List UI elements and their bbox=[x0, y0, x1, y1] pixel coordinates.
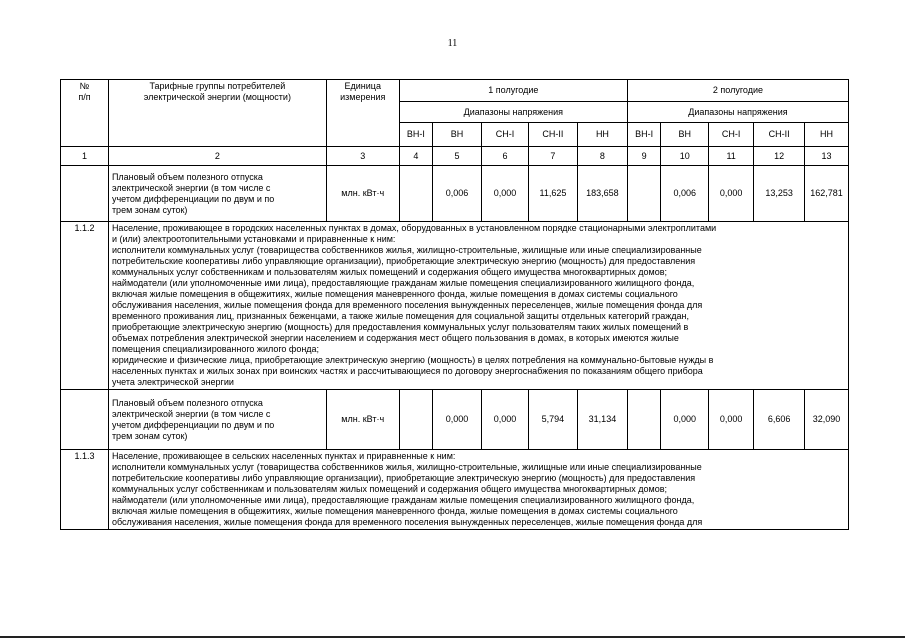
header-group-line: электрической энергии (мощности) bbox=[143, 92, 291, 102]
column-number: 5 bbox=[433, 147, 482, 166]
row-num-cell bbox=[61, 390, 109, 450]
header-unit-cell bbox=[326, 80, 399, 147]
header-row-1 bbox=[61, 80, 849, 102]
level-header: СН-I bbox=[482, 123, 529, 147]
header-ranges-2: Диапазоны напряжения bbox=[627, 102, 848, 123]
row-label-line: электрической энергии (в том числе с bbox=[111, 408, 271, 419]
section-line: наймодатели (или уполномоченные ими лица), предоставляющие гражданам жилые помещения специализированного жилищного фонда, bbox=[111, 278, 695, 288]
row-label-line: Плановый объем полезного отпуска bbox=[111, 171, 263, 182]
section-text bbox=[108, 450, 848, 530]
level-header: НН bbox=[577, 123, 627, 147]
row-label-cell bbox=[108, 390, 326, 450]
level-header: ВН bbox=[433, 123, 482, 147]
section-text bbox=[108, 222, 848, 390]
section-line: приобретающие электрическую энергию (мощность) для предоставления коммунальных услуг пользователям таких жилых помещений в bbox=[111, 322, 689, 332]
column-number: 13 bbox=[805, 147, 849, 166]
header-half1: 1 полугодие bbox=[399, 80, 627, 102]
row-label-cell bbox=[108, 166, 326, 222]
section-line: исполнители коммунальных услуг (товарищества собственников жилья, жилищно-строительные, жилищные или иные специализированные bbox=[111, 245, 702, 255]
value-cell bbox=[627, 390, 660, 450]
value-cell: 183,658 bbox=[577, 166, 627, 222]
section-row bbox=[61, 222, 849, 390]
level-header: ВН-I bbox=[399, 123, 432, 147]
row-label-line: Плановый объем полезного отпуска bbox=[111, 397, 263, 408]
table-row bbox=[61, 390, 849, 450]
value-cell: 13,253 bbox=[754, 166, 805, 222]
value-cell bbox=[399, 166, 432, 222]
section-line: объемах потребления электрической энергии населением и содержания мест общего пользования в домах, в которых имеются жилые bbox=[111, 333, 679, 343]
column-number: 11 bbox=[709, 147, 754, 166]
section-line: потребительские кооперативы либо управляющие организации), приобретающие электрическую энергию (мощность) для предоставления bbox=[111, 473, 696, 483]
section-line: временного проживания лиц, признанных беженцами, а также жилые помещения для социальной защиты отдельных категорий граждан, bbox=[111, 311, 689, 321]
section-line: коммунальных услуг собственникам и пользователям жилых помещений и содержания общего имущества многоквартирных домов; bbox=[111, 484, 667, 494]
section-num: 1.1.2 bbox=[61, 222, 109, 390]
section-line: учета электрической энергии bbox=[111, 377, 234, 387]
section-line: наймодатели (или уполномоченные ими лица), предоставляющие гражданам жилые помещения специализированного жилищного фонда, bbox=[111, 495, 695, 505]
row-label-line: трем зонам суток) bbox=[111, 430, 188, 441]
level-header: СН-II bbox=[754, 123, 805, 147]
section-row bbox=[61, 450, 849, 530]
column-number: 2 bbox=[108, 147, 326, 166]
value-cell: 11,625 bbox=[528, 166, 577, 222]
level-header: СН-I bbox=[709, 123, 754, 147]
section-line: Население, проживающее в городских населенных пунктах в домах, оборудованных в установленном порядке стационарными электроплитами bbox=[111, 223, 717, 233]
section-line: потребительские кооперативы либо управляющие организации), приобретающие электрическую энергию (мощность) для предоставления bbox=[111, 256, 696, 266]
value-cell bbox=[627, 166, 660, 222]
column-number-row bbox=[61, 147, 849, 166]
value-cell: 0,000 bbox=[433, 390, 482, 450]
row-num-cell bbox=[61, 166, 109, 222]
column-number: 7 bbox=[528, 147, 577, 166]
value-cell: 0,000 bbox=[709, 166, 754, 222]
section-line: обслуживания населения, жилые помещения фонда для временного поселения вынужденных переселенцев, жилые помещения фонда для bbox=[111, 517, 703, 527]
row-label-line: трем зонам суток) bbox=[111, 204, 188, 215]
value-cell: 0,006 bbox=[433, 166, 482, 222]
header-group-line: Тарифные группы потребителей bbox=[149, 81, 286, 91]
row-unit: млн. кВт·ч bbox=[326, 390, 399, 450]
page-number: 11 bbox=[447, 38, 458, 49]
header-num-line: № bbox=[79, 81, 90, 91]
value-cell: 0,000 bbox=[661, 390, 709, 450]
value-cell: 162,781 bbox=[805, 166, 849, 222]
row-label-line: учетом дифференциации по двум и по bbox=[111, 193, 275, 204]
column-number: 1 bbox=[61, 147, 109, 166]
value-cell: 32,090 bbox=[805, 390, 849, 450]
page-bottom-edge bbox=[0, 636, 905, 638]
section-line: юридические и физические лица, приобретающие электрическую энергию (мощность) в целях потребления на коммунально-бытовые нужды в bbox=[111, 355, 714, 365]
column-number: 9 bbox=[627, 147, 660, 166]
row-label-line: учетом дифференциации по двум и по bbox=[111, 419, 275, 430]
table-row bbox=[61, 166, 849, 222]
column-number: 4 bbox=[399, 147, 432, 166]
column-number: 3 bbox=[326, 147, 399, 166]
header-num-line: п/п bbox=[78, 92, 91, 102]
section-line: Население, проживающее в сельских населенных пунктах и приравненные к ним: bbox=[111, 451, 456, 461]
column-number: 8 bbox=[577, 147, 627, 166]
value-cell: 6,606 bbox=[754, 390, 805, 450]
header-ranges-1: Диапазоны напряжения bbox=[399, 102, 627, 123]
value-cell: 0,006 bbox=[661, 166, 709, 222]
value-cell bbox=[399, 390, 432, 450]
section-line: исполнители коммунальных услуг (товарищества собственников жилья, жилищно-строительные, жилищные или иные специализированные bbox=[111, 462, 702, 472]
section-line: и (или) электроотопительными установками и приравненные к ним: bbox=[111, 234, 396, 244]
level-header: СН-II bbox=[528, 123, 577, 147]
level-header: НН bbox=[805, 123, 849, 147]
row-label-line: электрической энергии (в том числе с bbox=[111, 182, 271, 193]
column-number: 12 bbox=[754, 147, 805, 166]
level-header: ВН-I bbox=[627, 123, 660, 147]
column-number: 10 bbox=[661, 147, 709, 166]
header-half2: 2 полугодие bbox=[627, 80, 848, 102]
column-number: 6 bbox=[482, 147, 529, 166]
section-num: 1.1.3 bbox=[61, 450, 109, 530]
header-num-cell bbox=[61, 80, 109, 147]
section-line: включая жилые помещения в общежитиях, жилые помещения маневренного фонда, жилые помещения в домах системы социального bbox=[111, 289, 678, 299]
value-cell: 5,794 bbox=[528, 390, 577, 450]
tariff-table bbox=[60, 79, 849, 530]
header-unit-line: Единица bbox=[344, 81, 381, 91]
section-line: помещения специализированного жилого фонда; bbox=[111, 344, 320, 354]
section-line: обслуживания населения, жилые помещения фонда для временного поселения вынужденных переселенцев, жилые помещения фонда для bbox=[111, 300, 703, 310]
section-line: включая жилые помещения в общежитиях, жилые помещения маневренного фонда, жилые помещения в домах системы социального bbox=[111, 506, 678, 516]
level-header: ВН bbox=[661, 123, 709, 147]
value-cell: 0,000 bbox=[482, 166, 529, 222]
row-unit: млн. кВт·ч bbox=[326, 166, 399, 222]
value-cell: 0,000 bbox=[709, 390, 754, 450]
value-cell: 31,134 bbox=[577, 390, 627, 450]
section-line: населенных пунктах и жилых зонах при воинских частях и рассчитывающиеся по договору энергоснабжения по показаниям общего прибора bbox=[111, 366, 703, 376]
section-line: коммунальных услуг собственникам и пользователям жилых помещений и содержания общего имущества многоквартирных домов; bbox=[111, 267, 667, 277]
header-unit-line: измерения bbox=[340, 92, 386, 102]
header-group-cell bbox=[108, 80, 326, 147]
value-cell: 0,000 bbox=[482, 390, 529, 450]
